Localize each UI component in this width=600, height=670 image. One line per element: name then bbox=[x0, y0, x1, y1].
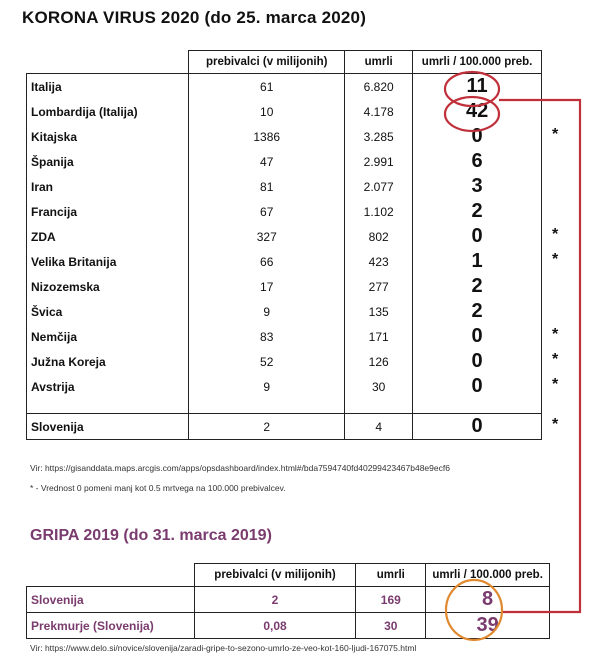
row-deaths: 2.991 bbox=[345, 149, 413, 174]
source-link-2[interactable]: Vir: https://www.delo.si/novice/slovenija/zaradi-gripe-to-sezono-umrlo-ze-veo-kot-160-ljudi-167075.html bbox=[30, 643, 417, 653]
asterisk-marker: * bbox=[552, 415, 559, 433]
row-name: Južna Koreja bbox=[27, 349, 189, 374]
row-rate: 0 bbox=[413, 414, 542, 440]
row-deaths: 277 bbox=[345, 274, 413, 299]
header-rate: umrli / 100.000 preb. bbox=[413, 51, 542, 74]
row-population: 61 bbox=[189, 74, 345, 100]
row-population: 52 bbox=[189, 349, 345, 374]
row-name: Italija bbox=[27, 74, 189, 100]
row-name: Iran bbox=[27, 174, 189, 199]
row-deaths: 169 bbox=[356, 587, 426, 613]
row-rate: 2 bbox=[413, 199, 542, 224]
row-rate: 0 bbox=[413, 324, 542, 349]
flu-table bbox=[26, 563, 550, 639]
corner-cell bbox=[27, 51, 189, 74]
header-rate: umrli / 100.000 preb. bbox=[426, 564, 550, 587]
row-rate: 2 bbox=[413, 299, 542, 324]
row-rate: 1 bbox=[413, 249, 542, 274]
table-row bbox=[27, 587, 550, 613]
row-name: Kitajska bbox=[27, 124, 189, 149]
table-row bbox=[27, 149, 542, 174]
table-row bbox=[27, 74, 542, 100]
spacer-cell bbox=[345, 399, 413, 414]
row-deaths: 3.285 bbox=[345, 124, 413, 149]
row-deaths: 2.077 bbox=[345, 174, 413, 199]
row-rate: 0 bbox=[413, 224, 542, 249]
table-row bbox=[27, 299, 542, 324]
corona-table bbox=[26, 50, 542, 440]
row-deaths: 1.102 bbox=[345, 199, 413, 224]
row-deaths: 6.820 bbox=[345, 74, 413, 100]
table-row bbox=[27, 174, 542, 199]
row-rate: 0 bbox=[413, 124, 542, 149]
row-rate: 0 bbox=[413, 349, 542, 374]
row-population: 47 bbox=[189, 149, 345, 174]
table-row bbox=[27, 374, 542, 399]
spacer-cell bbox=[413, 399, 542, 414]
asterisk-marker: * bbox=[552, 251, 559, 268]
row-population: 17 bbox=[189, 274, 345, 299]
asterisk-marker: * bbox=[552, 376, 559, 393]
row-rate: 3 bbox=[413, 174, 542, 199]
row-deaths: 802 bbox=[345, 224, 413, 249]
section-title-flu: GRIPA 2019 (do 31. marca 2019) bbox=[30, 527, 272, 544]
table-row bbox=[27, 99, 542, 124]
row-name: Slovenija bbox=[27, 587, 195, 613]
table-row bbox=[27, 349, 542, 374]
corner-cell bbox=[27, 564, 195, 587]
row-name: Španija bbox=[27, 149, 189, 174]
row-name: Nemčija bbox=[27, 324, 189, 349]
row-population: 67 bbox=[189, 199, 345, 224]
asterisk-marker: * bbox=[552, 351, 559, 368]
header-deaths: umrli bbox=[345, 51, 413, 74]
spacer-cell bbox=[27, 399, 189, 414]
spacer-row bbox=[27, 399, 542, 414]
table-row bbox=[27, 274, 542, 299]
row-population: 9 bbox=[189, 299, 345, 324]
row-deaths: 30 bbox=[345, 374, 413, 399]
row-deaths: 126 bbox=[345, 349, 413, 374]
row-name: Lombardija (Italija) bbox=[27, 99, 189, 124]
table-row bbox=[27, 124, 542, 149]
row-deaths: 135 bbox=[345, 299, 413, 324]
row-name: Slovenija bbox=[27, 414, 189, 440]
row-name: Nizozemska bbox=[27, 274, 189, 299]
row-rate: 39 bbox=[426, 613, 550, 639]
row-deaths: 171 bbox=[345, 324, 413, 349]
header-population: prebivalci (v milijonih) bbox=[194, 564, 356, 587]
row-rate: 2 bbox=[413, 274, 542, 299]
row-deaths: 4.178 bbox=[345, 99, 413, 124]
row-rate: 6 bbox=[413, 149, 542, 174]
row-name: Velika Britanija bbox=[27, 249, 189, 274]
table-row-slovenia bbox=[27, 414, 542, 440]
row-rate: 8 bbox=[426, 587, 550, 613]
page-title: KORONA VIRUS 2020 (do 25. marca 2020) bbox=[22, 8, 367, 27]
row-name: Prekmurje (Slovenija) bbox=[27, 613, 195, 639]
row-name: Švica bbox=[27, 299, 189, 324]
row-name: Avstrija bbox=[27, 374, 189, 399]
row-deaths: 423 bbox=[345, 249, 413, 274]
header-deaths: umrli bbox=[356, 564, 426, 587]
row-name: Francija bbox=[27, 199, 189, 224]
spacer-cell bbox=[189, 399, 345, 414]
table-row bbox=[27, 613, 550, 639]
table-row bbox=[27, 249, 542, 274]
row-population: 2 bbox=[194, 587, 356, 613]
row-population: 0,08 bbox=[194, 613, 356, 639]
row-rate: 42 bbox=[413, 99, 542, 124]
row-population: 66 bbox=[189, 249, 345, 274]
row-population: 10 bbox=[189, 99, 345, 124]
row-rate: 11 bbox=[413, 74, 542, 100]
row-population: 9 bbox=[189, 374, 345, 399]
row-deaths: 4 bbox=[345, 414, 413, 440]
row-deaths: 30 bbox=[356, 613, 426, 639]
row-population: 81 bbox=[189, 174, 345, 199]
row-population: 2 bbox=[189, 414, 345, 440]
row-rate: 0 bbox=[413, 374, 542, 399]
footnote: * - Vrednost 0 pomeni manj kot 0.5 mrtvega na 100.000 prebivalcev. bbox=[30, 483, 286, 493]
row-name: ZDA bbox=[27, 224, 189, 249]
table-row bbox=[27, 324, 542, 349]
asterisk-marker: * bbox=[552, 326, 559, 343]
table-row bbox=[27, 199, 542, 224]
asterisk-marker: * bbox=[552, 126, 559, 143]
row-population: 327 bbox=[189, 224, 345, 249]
asterisk-marker: * bbox=[552, 226, 559, 243]
header-population: prebivalci (v milijonih) bbox=[189, 51, 345, 74]
row-population: 1386 bbox=[189, 124, 345, 149]
row-population: 83 bbox=[189, 324, 345, 349]
table-row bbox=[27, 224, 542, 249]
source-link-1[interactable]: Vir: https://gisanddata.maps.arcgis.com/apps/opsdashboard/index.html#/bda7594740fd40299423467b48e9ecf6 bbox=[30, 463, 450, 473]
